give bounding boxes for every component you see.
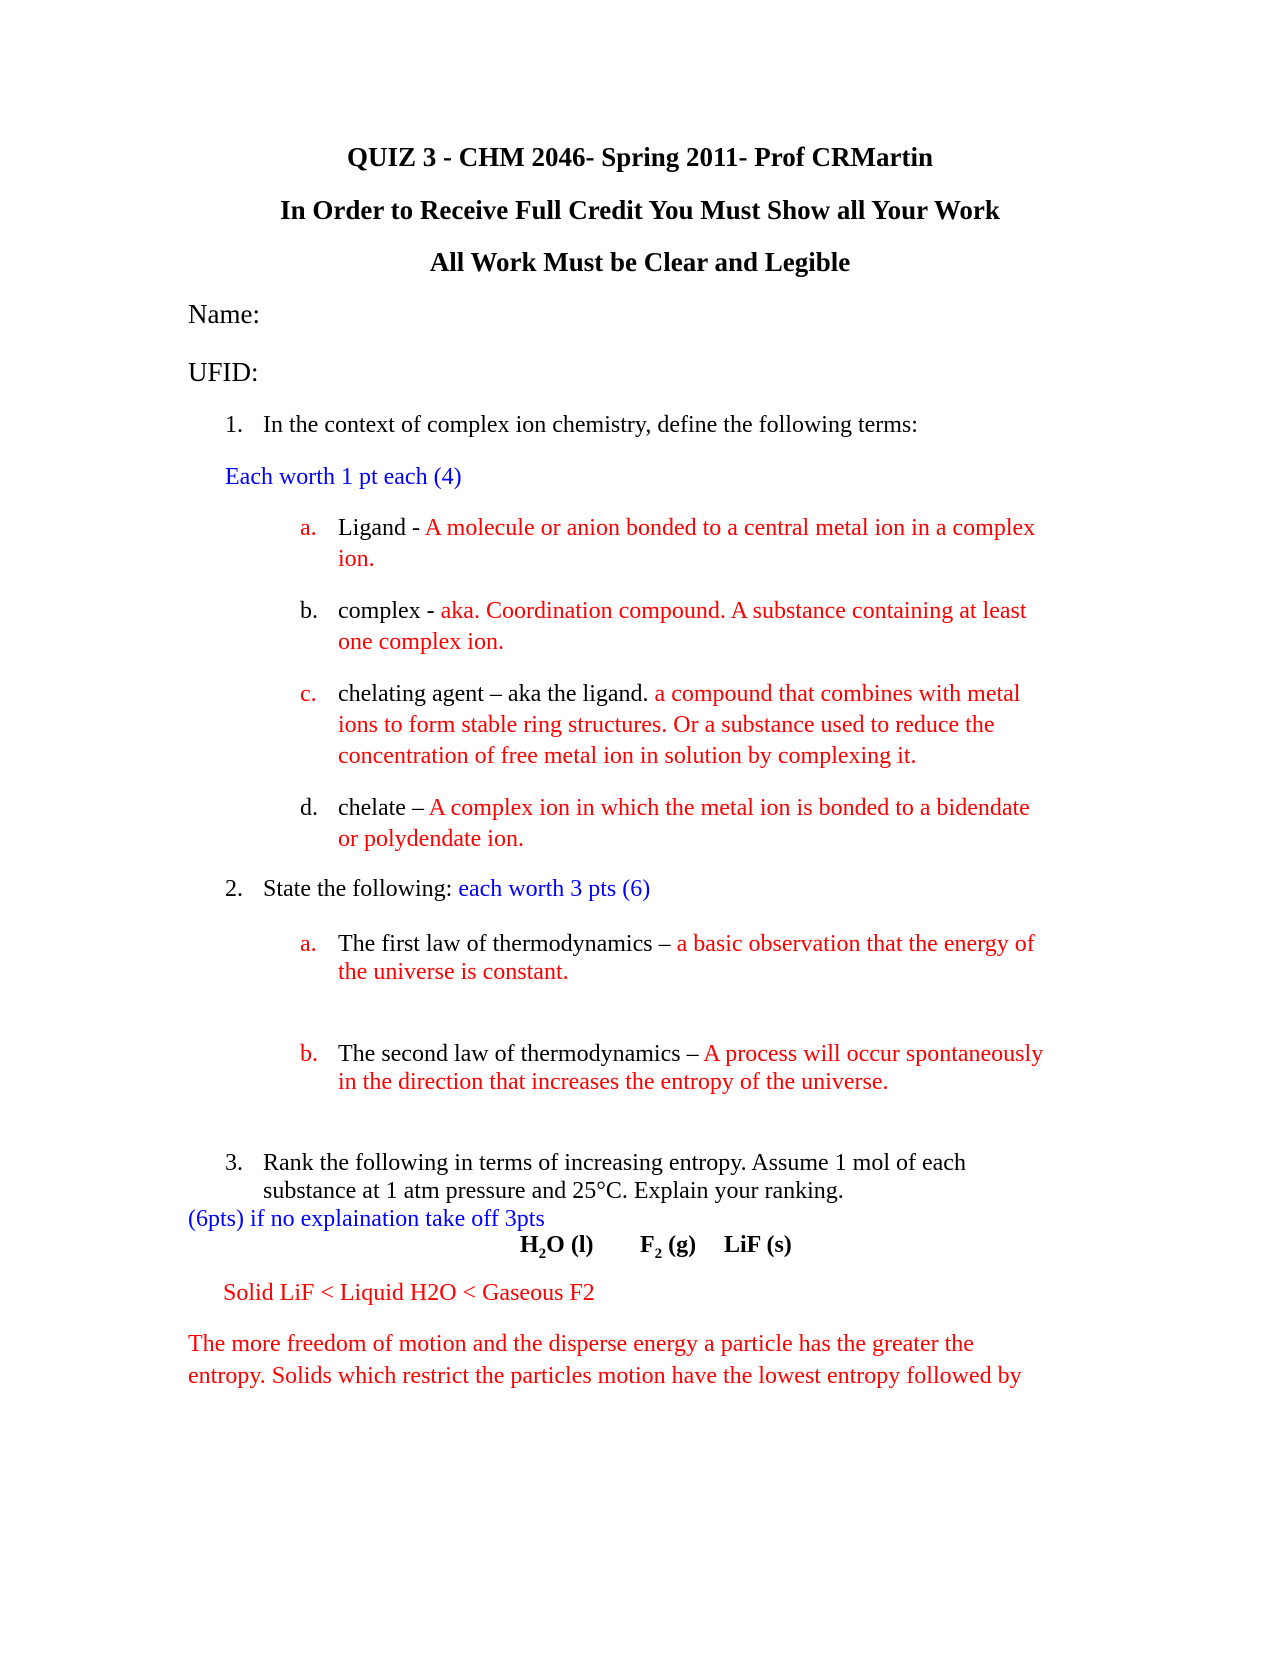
q2b-letter: b. bbox=[300, 1041, 318, 1067]
q2b-answer: A process will occur spontaneously bbox=[703, 1041, 1044, 1067]
q1-prompt: In the context of complex ion chemistry, define the following terms: bbox=[263, 412, 918, 438]
q3-explanation-line2: entropy. Solids which restrict the particles motion have the lowest entropy followed by bbox=[188, 1363, 1022, 1389]
q2a-letter: a. bbox=[300, 931, 317, 957]
q1b-term: complex - bbox=[338, 598, 441, 624]
q1a-line1 bbox=[338, 515, 1035, 542]
q2b-line1 bbox=[338, 1041, 1043, 1068]
q1c-answer-cont2: concentration of free metal ion in solution by complexing it. bbox=[338, 743, 917, 769]
q1c-term: chelating agent – aka the ligand. bbox=[338, 681, 655, 707]
q1d-answer-cont: or polydendate ion. bbox=[338, 826, 524, 852]
q2b-term: The second law of thermodynamics – bbox=[338, 1041, 704, 1067]
ufid-label: UFID: bbox=[188, 357, 259, 387]
q3-explanation-line1: The more freedom of motion and the disperse energy a particle has the greater the bbox=[188, 1331, 974, 1357]
q2a-line1 bbox=[338, 931, 1035, 958]
q1b-line1 bbox=[338, 598, 1027, 625]
q3-prompt-line2: substance at 1 atm pressure and 25°C. Explain your ranking. bbox=[263, 1178, 844, 1204]
q1-number: 1. bbox=[225, 412, 243, 438]
q1b-letter: b. bbox=[300, 598, 318, 624]
compound-h2o: $H_2O$ (l) bbox=[520, 1232, 594, 1262]
q3-ranking: Solid LiF < Liquid H2O < Gaseous F2 bbox=[223, 1280, 595, 1306]
q1b-answer-cont: one complex ion. bbox=[338, 629, 504, 655]
q3-number: 3. bbox=[225, 1150, 243, 1176]
name-label: Name: bbox=[188, 299, 260, 329]
q3-prompt-line1: Rank the following in terms of increasing entropy. Assume 1 mol of each bbox=[263, 1150, 966, 1176]
q2a-answer-cont: the universe is constant. bbox=[338, 959, 569, 985]
q3-points: (6pts) if no explaination take off 3pts bbox=[188, 1206, 545, 1232]
q2a-answer: a basic observation that the energy of bbox=[676, 931, 1035, 957]
q2-prompt-line bbox=[263, 876, 650, 903]
q1c-answer: a compound that combines with metal bbox=[654, 681, 1021, 707]
q1a-answer: A molecule or anion bonded to a central metal ion in a complex bbox=[424, 515, 1036, 541]
compound-lif: LiF (s) bbox=[724, 1232, 792, 1258]
q1b-answer: aka. Coordination compound. A substance containing at least bbox=[440, 598, 1027, 624]
q1a-letter: a. bbox=[300, 515, 317, 541]
instruction-legible: All Work Must be Clear and Legible bbox=[429, 247, 851, 277]
q1-points: Each worth 1 pt each (4) bbox=[225, 464, 462, 490]
instruction-full-credit: In Order to Receive Full Credit You Must Show all Your Work bbox=[280, 195, 1000, 225]
q1d-letter: d. bbox=[300, 795, 318, 821]
q1c-answer-cont1: ions to form stable ring structures. Or a substance used to reduce the bbox=[338, 712, 995, 738]
q1a-term: Ligand - bbox=[338, 515, 425, 541]
q1a-answer-cont: ion. bbox=[338, 546, 375, 572]
q2a-term: The first law of thermodynamics – bbox=[338, 931, 677, 957]
q2-points: each worth 3 pts (6) bbox=[458, 876, 651, 902]
q2-number: 2. bbox=[225, 876, 243, 902]
compound-f2: $F_2$ (g) bbox=[640, 1232, 697, 1262]
q2b-answer-cont: in the direction that increases the entropy of the universe. bbox=[338, 1069, 889, 1095]
q1c-line1 bbox=[338, 681, 1020, 708]
q1c-letter: c. bbox=[300, 681, 317, 707]
q1d-term: chelate – bbox=[338, 795, 429, 821]
q2-prompt: State the following: bbox=[263, 876, 459, 902]
quiz-title: QUIZ 3 - CHM 2046- Spring 2011- Prof CRMartin bbox=[347, 142, 933, 172]
q1d-answer: A complex ion in which the metal ion is bonded to a bidendate bbox=[428, 795, 1030, 821]
q1d-line1 bbox=[338, 795, 1030, 822]
